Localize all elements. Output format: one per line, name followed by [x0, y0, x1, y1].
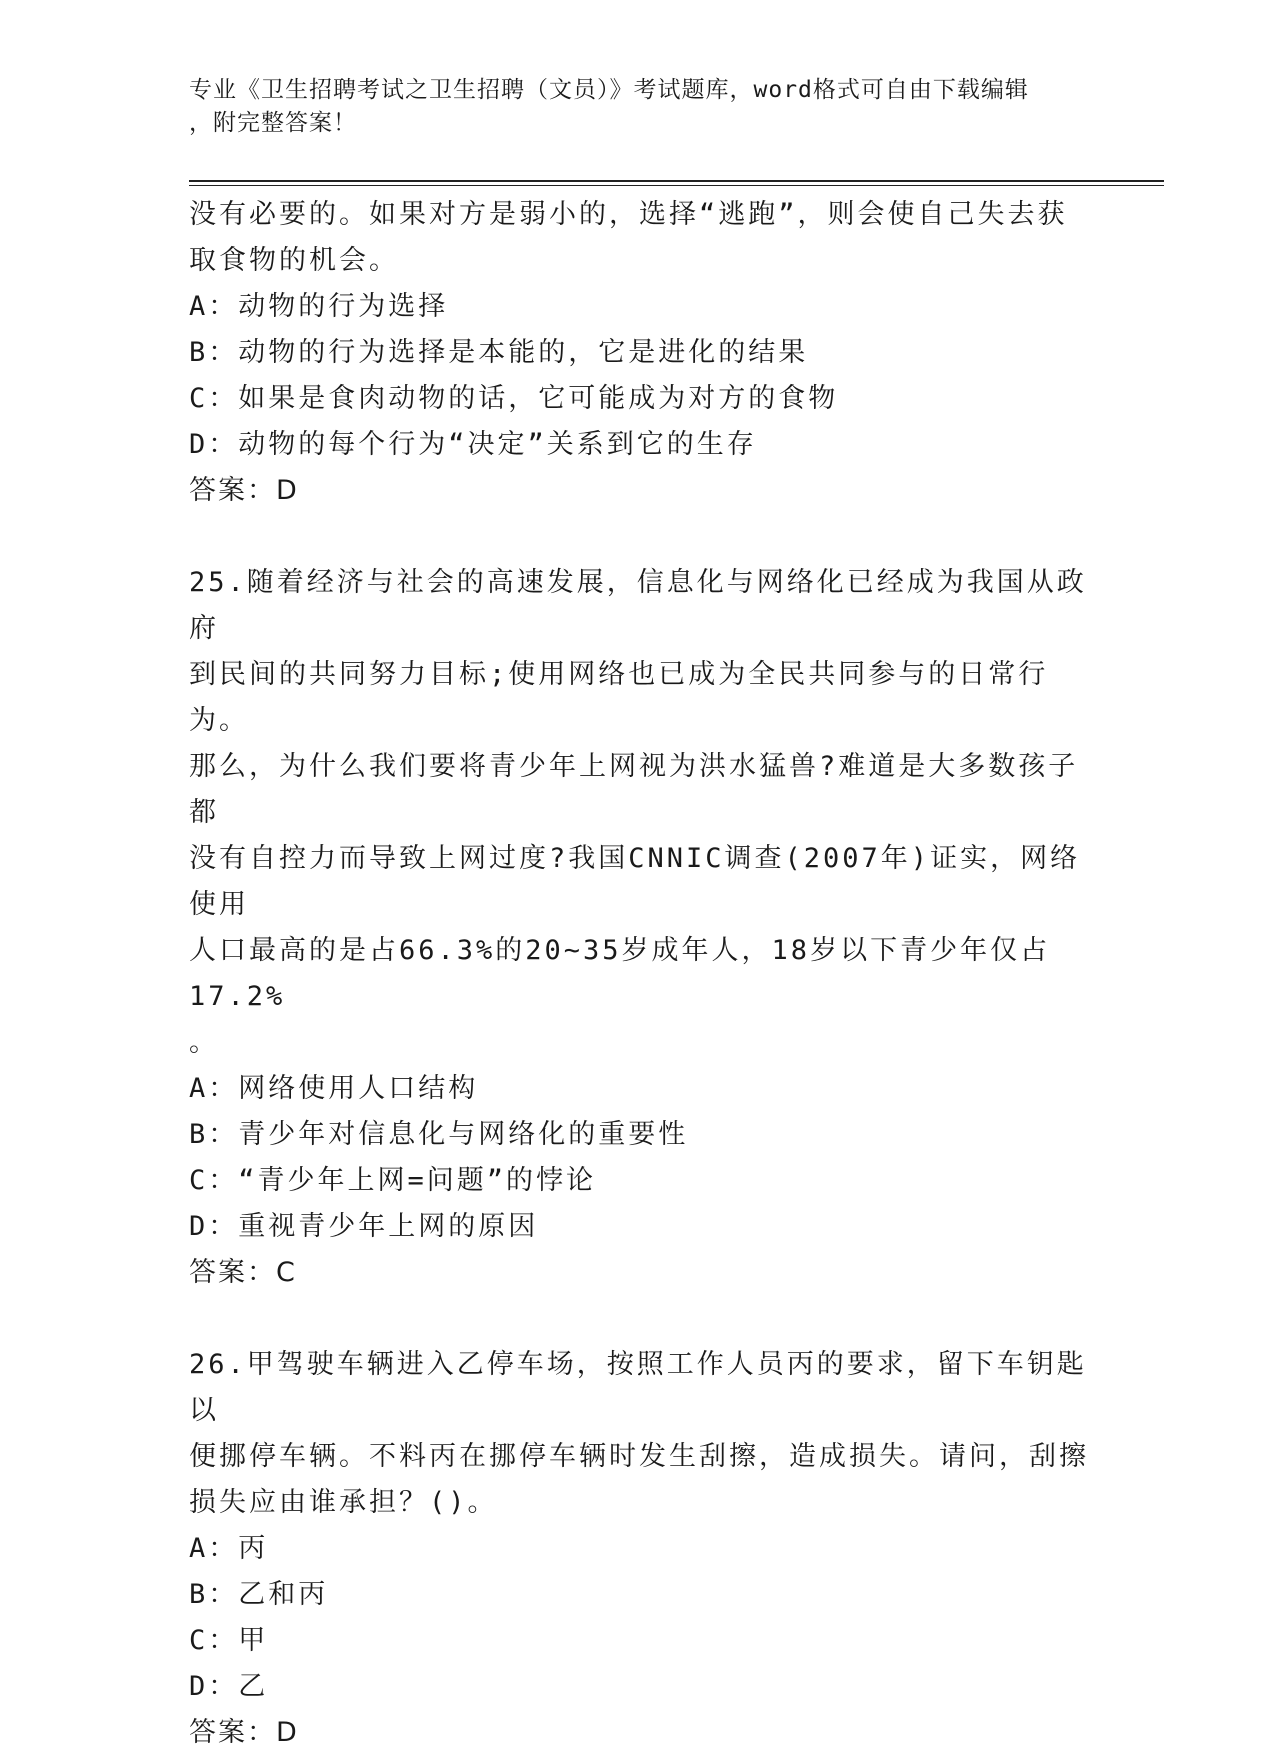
spacer: [189, 514, 1089, 560]
option-b: B：动物的行为选择是本能的，它是进化的结果: [189, 337, 809, 368]
option-d: D：动物的每个行为“决定”关系到它的生存: [189, 429, 757, 460]
question-text-line: 。: [189, 1027, 219, 1058]
answer: 答案：C: [189, 1257, 297, 1288]
option-b: B：青少年对信息化与网络化的重要性: [189, 1119, 689, 1150]
question-text-line: 没有自控力而导致上网过度?我国CNNIC调查(2007年)证实，网络使用: [189, 843, 1081, 920]
question-24: [189, 192, 1089, 514]
option-b: B：乙和丙: [189, 1579, 329, 1610]
option-c: C：甲: [189, 1625, 269, 1656]
question-text-line: 那么，为什么我们要将青少年上网视为洪水猛兽?难道是大多数孩子都: [189, 751, 1079, 828]
question-26: [189, 1342, 1089, 1756]
question-text-line: 便挪停车辆。不料丙在挪停车辆时发生刮擦，造成损失。请问，刮擦: [189, 1441, 1089, 1472]
question-text-line: 26.甲驾驶车辆进入乙停车场，按照工作人员丙的要求，留下车钥匙以: [189, 1349, 1087, 1426]
answer: 答案：D: [189, 1717, 299, 1748]
option-a: A：动物的行为选择: [189, 291, 449, 322]
question-text-line: 取食物的机会。: [189, 245, 399, 276]
option-a: A：网络使用人口结构: [189, 1073, 479, 1104]
document-body: [189, 192, 1089, 1756]
option-c: C：“青少年上网=问题”的悖论: [189, 1165, 597, 1196]
option-d: D：乙: [189, 1671, 269, 1702]
header-rule-thick: [189, 180, 1164, 182]
question-25: [189, 560, 1089, 1296]
header-line-1: 专业《卫生招聘考试之卫生招聘（文员）》考试题库，word格式可自由下载编辑: [189, 77, 1029, 103]
option-c: C：如果是食肉动物的话，它可能成为对方的食物: [189, 383, 839, 414]
header-rule-thin: [189, 185, 1164, 186]
question-text-line: 到民间的共同努力目标;使用网络也已成为全民共同参与的日常行为。: [189, 659, 1049, 736]
page-header: [189, 74, 1089, 140]
header-line-2: ，附完整答案！: [189, 110, 357, 136]
question-text-line: 没有必要的。如果对方是弱小的，选择“逃跑”，则会使自己失去获: [189, 199, 1068, 230]
spacer: [189, 1296, 1089, 1342]
question-text-line: 25.随着经济与社会的高速发展，信息化与网络化已经成为我国从政府: [189, 567, 1087, 644]
question-text-line: 人口最高的是占66.3%的20~35岁成年人，18岁以下青少年仅占17.2%: [189, 935, 1051, 1012]
option-d: D：重视青少年上网的原因: [189, 1211, 539, 1242]
answer: 答案：D: [189, 475, 299, 506]
option-a: A：丙: [189, 1533, 269, 1564]
question-text-line: 损失应由谁承担？()。: [189, 1487, 498, 1518]
